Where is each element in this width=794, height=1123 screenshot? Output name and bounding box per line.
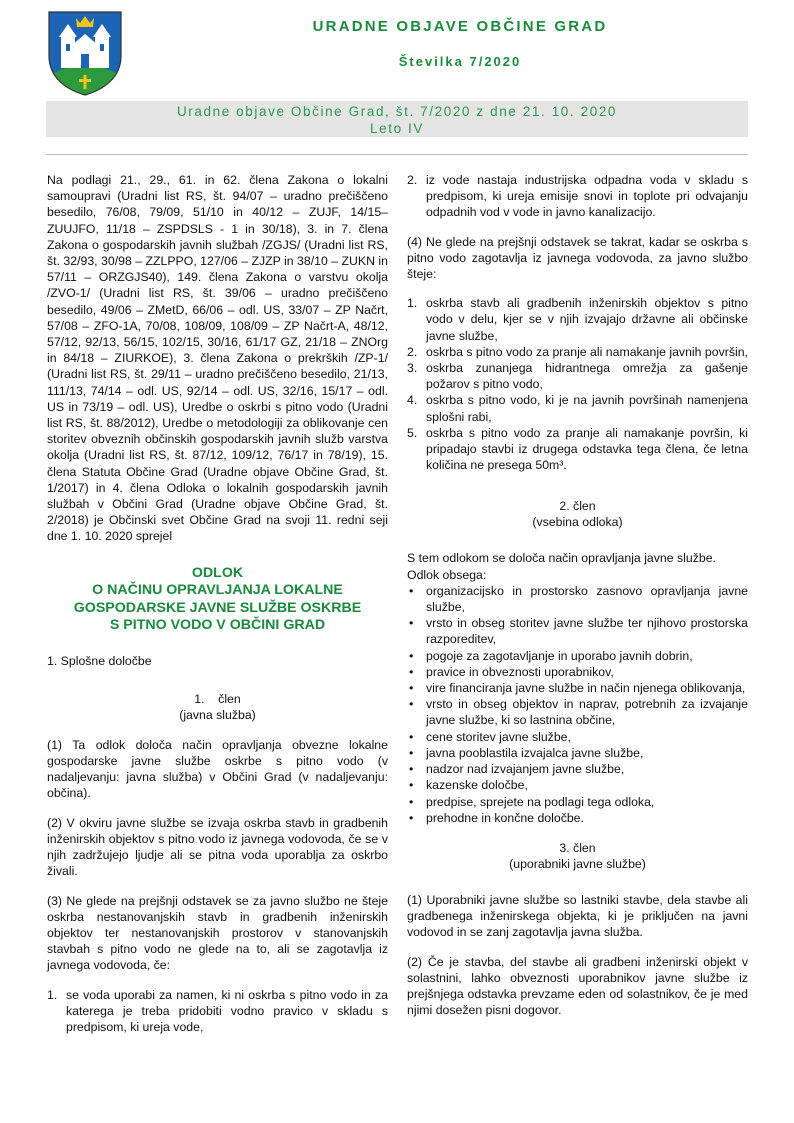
list-item: • javna pooblastila izvajalca javne službe, xyxy=(409,745,644,760)
right-column xyxy=(407,172,748,1031)
list-item: • vire financiranja javne službe in način njenega oblikovanja, xyxy=(409,681,746,696)
list-item: • pogoje za zagotavljanje in uporabo javnih dobrin, xyxy=(409,648,693,663)
section-heading: 1. Splošne določbe xyxy=(47,653,152,668)
bullet-list xyxy=(407,583,748,826)
paragraph: Odlok obsega: xyxy=(407,567,487,582)
paragraph: (2) V okviru javne službe se izvaja oskrba stavb in gradbenih inženirskih objektov s pitno vodo iz javnega vodovoda, če se v njih zadržujejo ljudje ali se pitna voda uporablja za oskrbo živali. xyxy=(47,815,388,879)
article-2-heading xyxy=(407,498,748,530)
ordinance-title-line: ODLOK xyxy=(191,564,244,581)
numbered-list xyxy=(47,987,388,1036)
article-3-heading xyxy=(407,840,748,872)
list-item: • pravice in obveznosti uporabnikov, xyxy=(409,664,614,679)
publication-title: URADNE OBJAVE OBČINE GRAD xyxy=(312,18,608,35)
header-divider xyxy=(46,154,748,155)
list-item: 5. oskrba s pitno vodo za pranje ali namakanje površin, ki pripadajo stavbi iz drugega odstavka tega člena, če letna količina ne presega 50m³. xyxy=(407,425,748,473)
paragraph: (2) Če je stavba, del stavbe ali gradbeni inženirski objekt v solastnini, lahko obveznosti uporabnikov javne službe iz prejšnjega odstavka prevzame eden od solastnikov, če je med njimi dosežen pisni dogovor. xyxy=(407,954,748,1018)
list-item: • vrsto in obseg storitev javne službe ter njihovo prostorska razporeditev, xyxy=(409,616,748,647)
list-item: • organizacijsko in prostorsko zasnovo opravljanja javne službe, xyxy=(409,583,748,615)
list-item: • prehodne in končne določbe. xyxy=(409,810,584,825)
list-item: • vrsto in obseg objektov in naprav, potrebnih za izvajanje javne službe, ki so lastnina občine, xyxy=(409,697,748,728)
article-subject: (javna služba) xyxy=(179,707,256,722)
list-item: 2. oskrba s pitno vodo za pranje ali namakanje javnih površin, xyxy=(407,344,748,359)
coat-of-arms-icon xyxy=(47,10,123,96)
list-item: • kazenske določbe, xyxy=(409,778,528,793)
list-item: 1. oskrba stavb ali gradbenih inženirskih objektov s pitno vodo v delu, kjer se v njih izvajajo državne ali občinske javne službe, xyxy=(407,296,748,343)
left-column xyxy=(47,172,388,1035)
list-item: 2. iz vode nastaja industrijska odpadna voda v skladu s predpisom, ki ureja emisije snovi in toplote pri odvajanju odpadnih vod v vode in javno kanalizacijo. xyxy=(407,173,748,220)
list-item: • predpise, sprejete na podlagi tega odloka, xyxy=(409,794,655,809)
list-item: • cene storitev javne službe, xyxy=(409,729,571,744)
issue-number: Številka 7/2020 xyxy=(398,54,522,69)
article-subject: (uporabniki javne službe) xyxy=(509,856,646,871)
numbered-list xyxy=(407,295,748,473)
ordinance-title-line: O NAČINU OPRAVLJANJA LOKALNE xyxy=(92,582,343,599)
ordinance-title-line: GOSPODARSKE JAVNE SLUŽBE OSKRBE xyxy=(73,599,362,616)
article-subject: (vsebina odloka) xyxy=(532,515,623,530)
paragraph: (1) Ta odlok določa način opravljanja obvezne lokalne gospodarske javne službe oskrbe s pitno vodo (v nadaljevanju: javna služba) v Občini Grad (v nadaljevanju: občina). xyxy=(47,737,388,801)
band-publication-info: Uradne objave Občine Grad, št. 7/2020 z dne 21. 10. 2020 xyxy=(176,104,618,119)
list-item: 4. oskrba s pitno vodo, ki je na javnih površinah namenjena splošni rabi, xyxy=(407,393,748,424)
ordinance-title-line: S PITNO VODO V OBČINI GRAD xyxy=(109,617,326,634)
article-1-heading xyxy=(47,691,388,723)
paragraph: (3) Ne glede na prejšnji odstavek se za javno službo ne šteje oskrba nestanovanjskih stavb in gradbenih inženirskih objektov ter nestanovanjskih prostorov v stanovanjskih stavbah s pitno vodo ne glede na to, ali se zagotavlja iz javnega vodovoda, če: xyxy=(47,893,388,973)
band-year: Leto IV xyxy=(370,121,424,136)
paragraph: (4) Ne glede na prejšnji odstavek se takrat, kadar se oskrba s pitno vodo zagotavlja iz javnega vodovoda, za javno službo šteje: xyxy=(407,234,748,282)
list-item: 1. se voda uporabi za namen, ki ni oskrba s pitno vodo in za katerega je treba pridobiti vodno pravico v skladu s predpisom, ki ureja vode, xyxy=(47,987,388,1034)
legal-basis-paragraph: Na podlagi 21., 29., 61. in 62. člena Zakona o lokalni samoupravi (Uradni list RS, št. 94/07 – uradno prečiščeno besedilo, 76/08, 79/09, 51/10 in 40/12 – ZUJF, 14/15– ZUUJFO, 11/18 – ZSPDSLS - 1 in 30/18), 3. in 7. člena Zakona o gospodarskih javnih službah /ZGJS/ (Uradni list RS, št. 32/93, 30/98 – ZZLPPO, 127/06 – ZJZP in 38/10 – ZUKN in 57/11 – ORZGJS40), 149. člena Zakona o varstvu okolja /ZVO-1/ (Uradni list RS, št. 39/06 – uradno prečiščeno besedilo, 49/06 – ZMetD, 66/06 – odl. US, 33/07 – ZP Načrt, 57/08 – ZFO-1A, 70/08, 108/09, 108/09 – ZP Načrt-A, 48/12, 57/12, 92/13, 56/15, 102/15, 30/16, 61/17 GZ, 21/18 – ZNOrg in 84/18 – ZIURKOE), 3. člena Zakona o prekrških /ZP-1/ (Uradni list RS, št. 29/11 – uradno prečiščeno besedilo, 21/13, 111/13, 74/14 – odl. US, 92/14 – odl. US, 32/16, 15/17 – odl. US in 73/19 – odl. US), Uredbe o oskrbi s pitno vodo (Uradni list RS, št. 88/2012), Uredbe o metodologiji za oblikovanje cen storitev obveznih občinskih gospodarskih javnih služb varstva okolja (Uradni list RS, št. 87/12, 109/12, 76/17 in 78/19), 15. člena Statuta Občine Grad (Uradne objave Občine Grad, št. 1/2017) in 4. člena Odloka o lokalnih gospodarskih javnih službah v Občini Grad (Uradne objave Občine Grad, št. 2/2018) je Občinski svet Občine Grad na svoji 11. redni seji dne 1. 10. 2020 sprejel xyxy=(47,173,388,544)
numbered-list xyxy=(407,172,748,221)
list-item: 3. oskrba zunanjega hidrantnega omrežja za gašenje požarov s pitno vodo, xyxy=(407,361,748,392)
paragraph: S tem odlokom se določa način opravljanja javne službe. xyxy=(407,551,716,566)
ordinance-title xyxy=(47,565,388,635)
paragraph: (1) Uporabniki javne službe so lastniki stavbe, dela stavbe ali gradbenega inženirskega objekta, ki je priključen na javni vodovod in se zanj zagotavlja javna služba. xyxy=(407,892,748,940)
article-number: 3. člen xyxy=(559,840,596,855)
article-number: 1. člen xyxy=(194,691,241,706)
list-item: • nadzor nad izvajanjem javne službe, xyxy=(409,762,625,777)
article-number: 2. člen xyxy=(559,499,596,514)
